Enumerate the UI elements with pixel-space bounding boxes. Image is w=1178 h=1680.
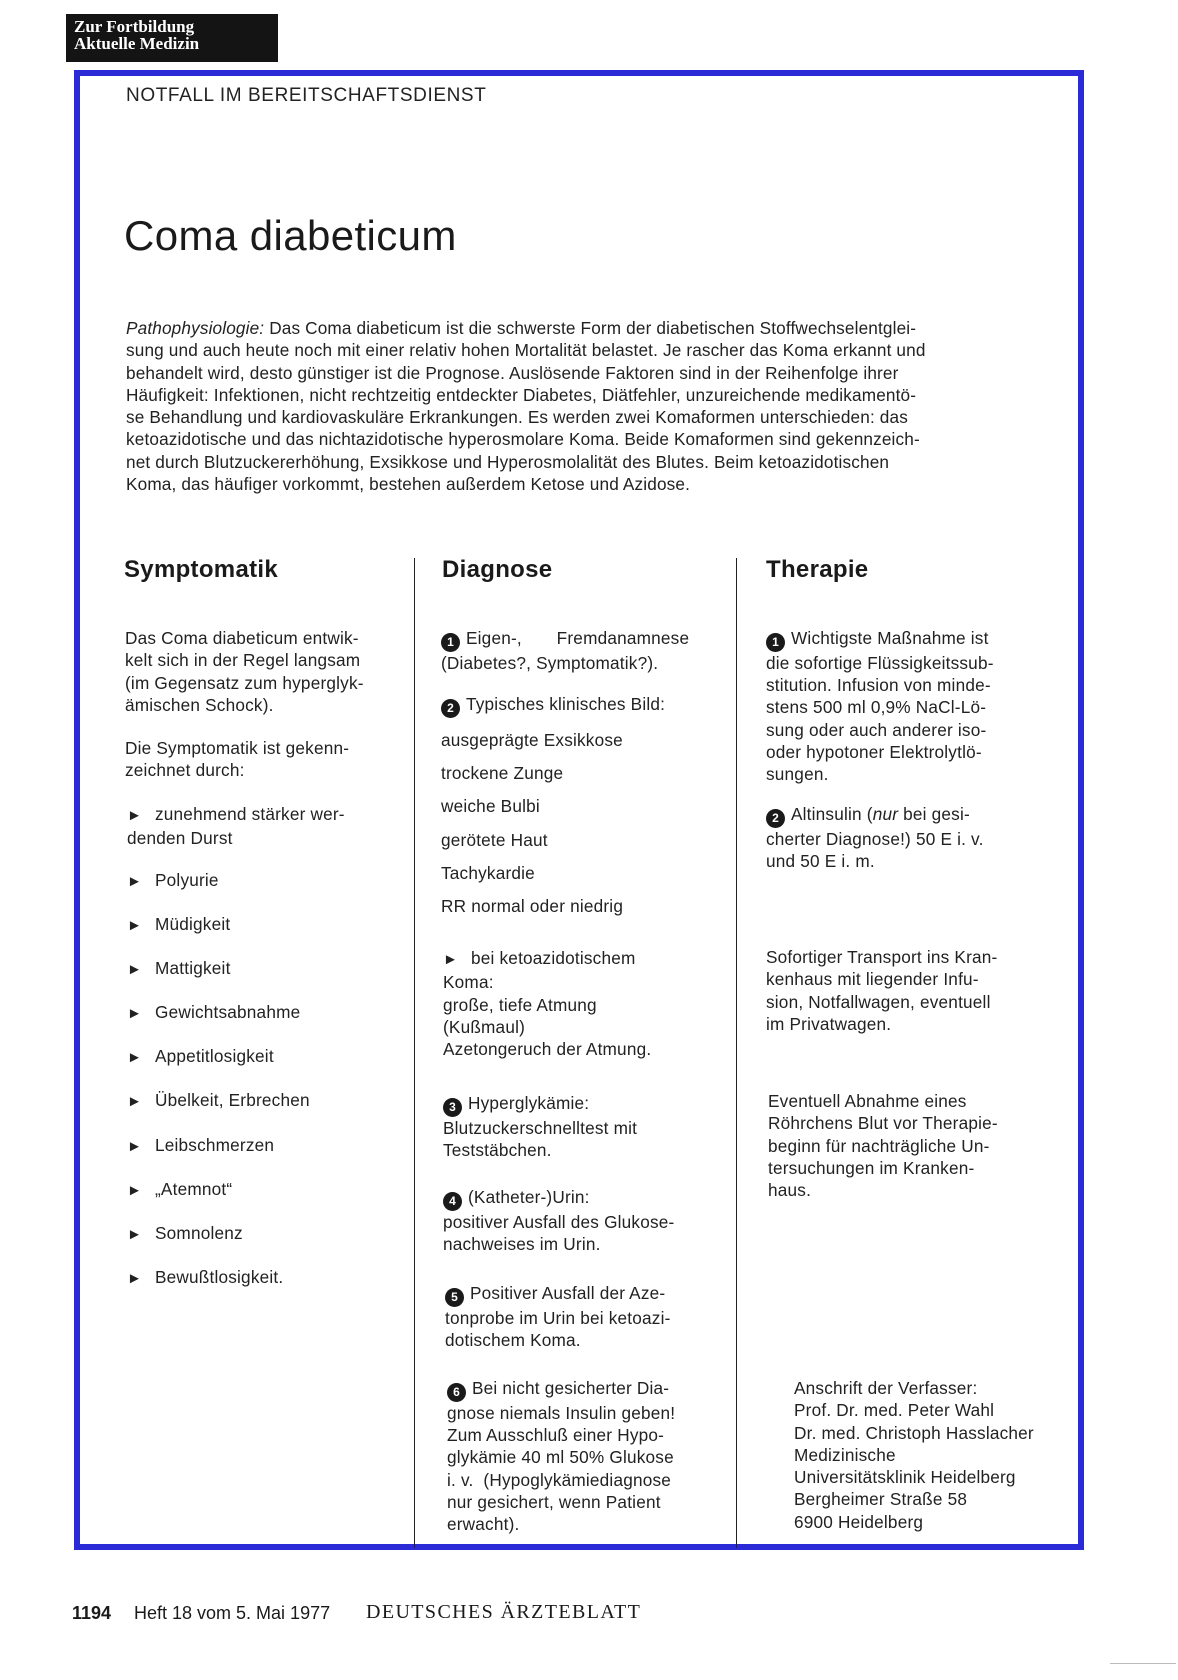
symptom-list-item: [127, 803, 395, 850]
intro-line: net durch Blutzuckererhöhung, Exsikkose und Hyperosmolalität des Blutes. Beim ketoazidotischen: [126, 451, 890, 472]
address-line: Prof. Dr. med. Peter Wahl: [794, 1400, 995, 1421]
triangle-bullet-icon: ►: [127, 917, 143, 934]
text-line: zeichnet durch:: [125, 760, 245, 781]
text-line: (Diabetes?, Symptomatik?).: [441, 652, 659, 673]
number-badge-2-icon: 2: [441, 699, 460, 718]
symptom-text: Mattigkeit: [155, 958, 231, 978]
symptom-text: „Atemnot“: [155, 1179, 233, 1199]
symptom-text: Übelkeit, Erbrechen: [155, 1090, 310, 1110]
text-line: Das Coma diabeticum entwik-: [125, 628, 359, 648]
clinical-sign: weiche Bulbi: [441, 796, 540, 817]
text-line: tersuchungen im Kranken-: [768, 1157, 975, 1178]
symptom-list-item: [127, 957, 231, 981]
intro-line: Koma, das häufiger vorkommt, bestehen außerdem Ketose und Azidose.: [126, 474, 691, 495]
clinical-sign: Tachykardie: [441, 862, 535, 883]
text-line: (Kußmaul): [443, 1016, 526, 1037]
diagnose-ketoacidotic: [443, 947, 711, 1060]
symptom-text: Gewichtsabnahme: [155, 1002, 301, 1022]
triangle-bullet-icon: ►: [127, 1138, 143, 1155]
symptom-list-item: [127, 1222, 243, 1246]
author-address: [794, 1377, 1064, 1533]
text-line: stitution. Infusion von minde-: [766, 674, 991, 695]
symptom-list-item: [127, 1045, 274, 1069]
text-line: Eventuell Abnahme eines: [768, 1091, 967, 1111]
intro-line: behandelt wird, desto günstiger ist die Prognose. Auslösende Faktoren sind in der Reihenfolge ihrer: [126, 362, 899, 383]
address-line: Bergheimer Straße 58: [794, 1489, 968, 1510]
symptom-list-item: [127, 1134, 274, 1158]
text-line: erwacht).: [447, 1514, 520, 1535]
therapie-heading: Therapie: [766, 556, 869, 583]
text-line: die sofortige Flüssigkeitssub-: [766, 652, 994, 673]
symptom-text: zunehmend stärker wer-: [155, 804, 345, 824]
text-line: Sofortiger Transport ins Kran-: [766, 947, 998, 967]
address-line: Dr. med. Christoph Hasslacher: [794, 1422, 1034, 1443]
text-line: stens 500 ml 0,9% NaCl-Lö-: [766, 697, 987, 718]
text-line: dotischem Koma.: [445, 1329, 581, 1350]
page-number: 1194: [72, 1603, 112, 1623]
text-line: und 50 E i. m.: [766, 850, 875, 871]
intro-line: sung und auch heute noch mit einer relativ hohen Mortalität belastet. Je rascher das Koma erkannt und: [126, 340, 926, 361]
triangle-bullet-icon: ►: [127, 1182, 143, 1199]
symptom-text: Bewußtlosigkeit.: [155, 1267, 284, 1287]
text-line: oder hypotoner Elektrolytlö-: [766, 741, 982, 762]
diagnose-item-4: [443, 1186, 711, 1255]
symptomatik-intro: [125, 627, 395, 716]
triangle-bullet-icon: ►: [127, 1226, 143, 1243]
address-line: Medizinische: [794, 1444, 896, 1465]
address-line: 6900 Heidelberg: [794, 1511, 924, 1532]
address-line: Universitätsklinik Heidelberg: [794, 1467, 1016, 1488]
intro-line: ketoazidotische und das nichtazidotische hyperosmolare Koma. Beide Komaformen sind gekennzeich-: [126, 429, 920, 450]
triangle-bullet-icon: ►: [127, 807, 143, 824]
text-line: Eigen-, Fremdanamnese: [466, 628, 690, 648]
scan-artifact-line: [1110, 1663, 1176, 1664]
text-line: sion, Notfallwagen, eventuell: [766, 991, 991, 1012]
text-line: cherter Diagnose!) 50 E i. v.: [766, 828, 984, 849]
clinical-sign: trockene Zunge: [441, 762, 564, 783]
symptom-list-item: [127, 869, 219, 893]
number-badge-2-icon: 2: [766, 809, 785, 828]
therapie-blood-sample: [768, 1090, 1036, 1201]
intro-line: Häufigkeit: Infektionen, nicht rechtzeitig entdeckter Diabetes, Diätfehler, unzureichende medikamentö-: [126, 384, 917, 405]
symptomatik-characterized: [125, 737, 395, 782]
symptom-text: Polyurie: [155, 870, 219, 890]
symptom-text: Appetitlosigkeit: [155, 1046, 274, 1066]
therapie-transport: [766, 946, 1034, 1035]
clinical-sign: gerötete Haut: [441, 829, 548, 850]
symptom-text: Müdigkeit: [155, 914, 231, 934]
text-line: tonprobe im Urin bei ketoazi-: [445, 1307, 671, 1328]
text-line: gnose niemals Insulin geben!: [447, 1402, 676, 1423]
address-line: Anschrift der Verfasser:: [794, 1378, 978, 1398]
number-badge-5-icon: 5: [445, 1288, 464, 1307]
text-line: Typisches klinisches Bild:: [466, 694, 666, 714]
text-line: kelt sich in der Regel langsam: [125, 650, 361, 671]
diagnose-item-5: [445, 1282, 711, 1351]
number-badge-4-icon: 4: [443, 1192, 462, 1211]
text-line: (im Gegensatz zum hyperglyk-: [125, 672, 364, 693]
text-line: Positiver Ausfall der Aze-: [470, 1283, 666, 1303]
text-line: (Katheter-)Urin:: [468, 1187, 590, 1207]
text-line: Altinsulin (nur bei gesi-: [791, 804, 970, 824]
triangle-bullet-icon: ►: [443, 951, 459, 968]
clinical-sign: ausgeprägte Exsikkose: [441, 729, 623, 750]
text-line: Koma:: [443, 972, 494, 993]
text-line: Wichtigste Maßnahme ist: [791, 628, 989, 648]
section-tag-line-1: Zur Fortbildung: [74, 17, 195, 36]
symptom-list-item: [127, 1089, 310, 1113]
text-line: Röhrchens Blut vor Therapie-: [768, 1113, 998, 1134]
text-line: sung oder auch anderer iso-: [766, 719, 987, 740]
triangle-bullet-icon: ►: [127, 961, 143, 978]
symptom-list-item: [127, 1178, 232, 1202]
text-line: beginn für nachträgliche Un-: [768, 1135, 990, 1156]
intro-line: se Behandlung und kardiovaskuläre Erkrankungen. Es werden zwei Komaformen unterschieden: das: [126, 407, 908, 428]
emphasis: nur: [872, 804, 899, 824]
text-line: Teststäbchen.: [443, 1139, 552, 1160]
symptom-list-item: [127, 913, 230, 937]
diagnose-item-6: [447, 1377, 715, 1535]
article-title: Coma diabeticum: [124, 212, 457, 259]
text-line: große, tiefe Atmung: [443, 994, 597, 1015]
column-divider: [736, 558, 737, 1548]
number-badge-3-icon: 3: [443, 1098, 462, 1117]
symptomatik-heading: Symptomatik: [124, 556, 279, 583]
therapie-item-1: [766, 627, 1034, 785]
issue-info: Heft 18 vom 5. Mai 1977: [134, 1603, 331, 1623]
triangle-bullet-icon: ►: [127, 1005, 143, 1022]
triangle-bullet-icon: ►: [127, 1270, 143, 1287]
text-line: Die Symptomatik ist gekenn-: [125, 738, 350, 758]
intro-lead: Pathophysiologie:: [126, 318, 265, 338]
clinical-sign: RR normal oder niedrig: [441, 896, 624, 917]
text-line: nachweises im Urin.: [443, 1233, 601, 1254]
triangle-bullet-icon: ►: [127, 873, 143, 890]
kicker-label: NOTFALL IM BEREITSCHAFTSDIENST: [126, 85, 487, 106]
text-line: Zum Ausschluß einer Hypo-: [447, 1424, 665, 1445]
text-line: glykämie 40 ml 50% Glukose: [447, 1447, 674, 1468]
therapie-item-2: [766, 803, 1034, 872]
text-line: Bei nicht gesicherter Dia-: [472, 1378, 670, 1398]
text-line: ämischen Schock).: [125, 694, 274, 715]
text-line: haus.: [768, 1180, 812, 1201]
text-line: Blutzuckerschnelltest mit: [443, 1117, 638, 1138]
symptom-text: Leibschmerzen: [155, 1135, 275, 1155]
section-tag: [66, 14, 278, 62]
number-badge-1-icon: 1: [441, 633, 460, 652]
triangle-bullet-icon: ►: [127, 1049, 143, 1066]
triangle-bullet-icon: ►: [127, 1093, 143, 1110]
intro-line: Das Coma diabeticum ist die schwerste Form der diabetischen Stoffwechselentglei-: [269, 318, 917, 338]
text-line: Azetongeruch der Atmung.: [443, 1039, 652, 1060]
text-line: i. v. (Hypoglykämiediagnose: [447, 1469, 672, 1490]
number-badge-6-icon: 6: [447, 1383, 466, 1402]
symptom-text: Somnolenz: [155, 1223, 243, 1243]
diagnose-item-1: [441, 627, 709, 674]
text-line: sungen.: [766, 764, 829, 785]
text-line: im Privatwagen.: [766, 1013, 892, 1034]
intro-paragraph: [126, 317, 1030, 495]
text-line: Hyperglykämie:: [468, 1093, 590, 1113]
column-divider: [414, 558, 415, 1548]
symptom-list-item: [127, 1266, 283, 1290]
text-line: bei ketoazidotischem: [471, 948, 636, 968]
diagnose-item-3: [443, 1092, 711, 1161]
section-tag-line-2: Aktuelle Medizin: [74, 34, 200, 53]
diagnose-heading: Diagnose: [442, 556, 553, 583]
diagnose-item-2: [441, 693, 709, 917]
text-line: kenhaus mit liegender Infu-: [766, 969, 979, 990]
number-badge-1-icon: 1: [766, 633, 785, 652]
text-line: nur gesichert, wenn Patient: [447, 1491, 661, 1512]
symptom-list-item: [127, 1001, 300, 1025]
symptom-text: denden Durst: [127, 828, 233, 849]
text-line: positiver Ausfall des Glukose-: [443, 1211, 675, 1232]
journal-name: DEUTSCHES ÄRZTEBLATT: [366, 1601, 642, 1623]
